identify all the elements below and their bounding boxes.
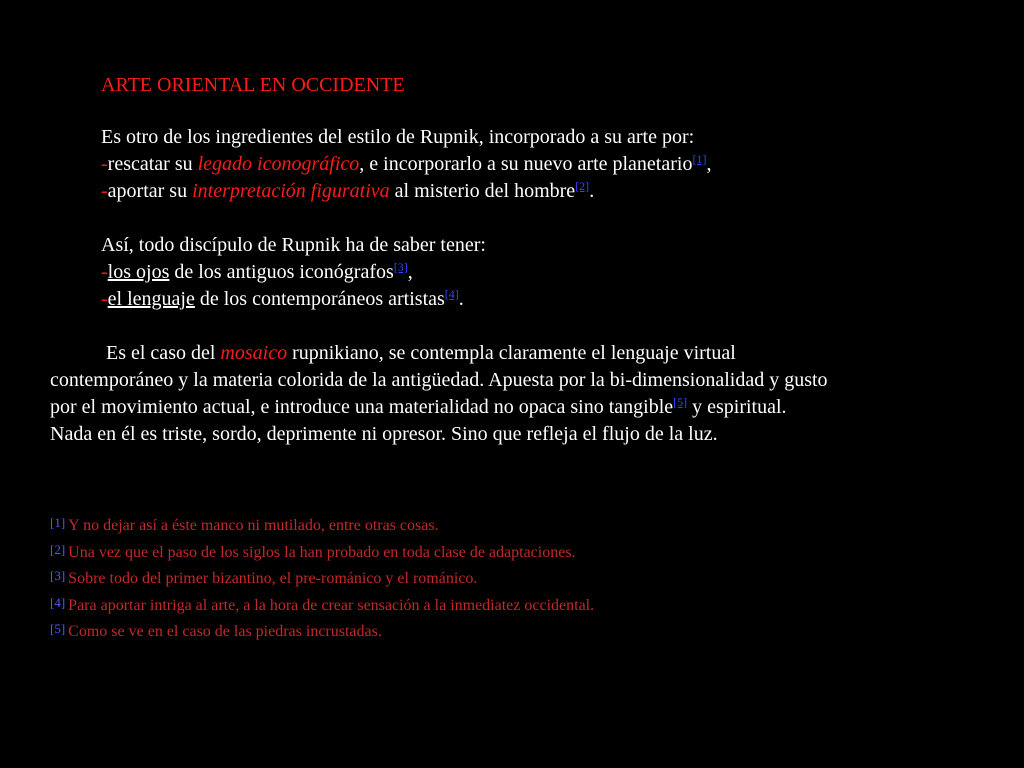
footnote-5 bbox=[50, 617, 594, 644]
dash: - bbox=[101, 261, 108, 283]
item-text: rescatar su bbox=[107, 153, 198, 175]
footnote-text: Como se ve en el caso de las piedras incrustadas. bbox=[68, 623, 382, 640]
paragraph-3-line-2: contemporáneo y la materia colorida de la antigüedad. Apuesta por la bi-dimensionalidad y gusto bbox=[50, 369, 828, 391]
footnote-ref-4[interactable] bbox=[445, 287, 459, 301]
footnote-ref-1[interactable] bbox=[692, 152, 706, 166]
footnote-2 bbox=[50, 538, 594, 565]
footnote-text: Para aportar intriga al arte, a la hora de crear sensación a la inmediatez occidental. bbox=[68, 596, 595, 614]
footnote-link-1[interactable]: [1] bbox=[692, 152, 707, 166]
footnote-ref-2[interactable] bbox=[575, 179, 589, 193]
paragraph-1-item-2 bbox=[50, 178, 980, 205]
item-text: aportar su bbox=[107, 180, 193, 202]
footnote-ref-3[interactable] bbox=[394, 260, 408, 274]
paragraph-1-item-1 bbox=[50, 151, 980, 178]
line-text: Es el caso del bbox=[106, 342, 221, 364]
footnote-link-4[interactable]: [4] bbox=[444, 287, 459, 301]
underlined-text: el lenguaje bbox=[107, 288, 195, 310]
slide-title: ARTE ORIENTAL EN OCCIDENTE bbox=[101, 74, 405, 96]
paragraph-1-intro: Es otro de los ingredientes del estilo de Rupnik, incorporado a su arte por: bbox=[101, 126, 695, 148]
punct: . bbox=[589, 180, 595, 202]
underlined-text: los ojos bbox=[107, 261, 170, 283]
dash: - bbox=[101, 153, 108, 175]
emphasis-text: interpretación figurativa bbox=[192, 180, 390, 202]
paragraph-2-intro: Así, todo discípulo de Rupnik ha de saber tener: bbox=[101, 234, 486, 256]
footnote-text: Y no dejar así a éste manco ni mutilado, entre otras cosas. bbox=[68, 517, 439, 534]
footnote-text: Sobre todo del primer bizantino, el pre-románico y el románico. bbox=[68, 570, 478, 587]
item-text: al misterio del hombre bbox=[389, 180, 576, 202]
item-text: de los contemporáneos artistas bbox=[194, 288, 445, 310]
item-text: , e incorporarlo a su nuevo arte planetario bbox=[359, 153, 693, 175]
footnote-link-2[interactable]: [2] bbox=[575, 179, 590, 193]
footnote-mark[interactable]: [1] bbox=[50, 515, 66, 530]
footnote-mark[interactable]: [2] bbox=[50, 541, 66, 557]
footnote-mark[interactable]: [3] bbox=[50, 568, 66, 583]
paragraph-3-line-3 bbox=[50, 394, 980, 421]
main-text bbox=[50, 124, 980, 448]
dash: - bbox=[101, 180, 108, 202]
emphasis-text: mosaico bbox=[220, 342, 288, 364]
footnotes bbox=[50, 511, 594, 644]
dash: - bbox=[101, 288, 108, 310]
footnote-1 bbox=[50, 511, 594, 538]
paragraph-3-line-1 bbox=[50, 340, 980, 367]
footnote-link-5[interactable]: [5] bbox=[673, 395, 688, 409]
punct: , bbox=[706, 153, 712, 175]
item-text: de los antiguos iconógrafos bbox=[169, 261, 394, 283]
footnote-ref-5[interactable] bbox=[673, 395, 687, 409]
line-text: por el movimiento actual, e introduce una materialidad no opaca sino tangible bbox=[50, 396, 674, 418]
line-text: rupnikiano, se contempla claramente el lenguaje virtual bbox=[287, 342, 736, 364]
punct: , bbox=[407, 261, 413, 283]
line-text: y espiritual. bbox=[687, 396, 787, 418]
punct: . bbox=[458, 288, 464, 310]
emphasis-text: legado iconográfico bbox=[197, 153, 360, 175]
footnote-3 bbox=[50, 564, 594, 591]
paragraph-3-line-4: Nada en él es triste, sordo, deprimente ni opresor. Sino que refleja el flujo de la luz. bbox=[50, 423, 718, 445]
paragraph-2-item-1 bbox=[50, 259, 980, 286]
footnote-mark[interactable]: [4] bbox=[50, 594, 66, 610]
footnote-link-3[interactable]: [3] bbox=[393, 260, 408, 274]
footnote-4 bbox=[50, 591, 594, 618]
paragraph-2-item-2 bbox=[50, 286, 980, 313]
footnote-text: Una vez que el paso de los siglos la han probado en toda clase de adaptaciones. bbox=[68, 543, 576, 561]
footnote-mark[interactable]: [5] bbox=[50, 621, 66, 636]
